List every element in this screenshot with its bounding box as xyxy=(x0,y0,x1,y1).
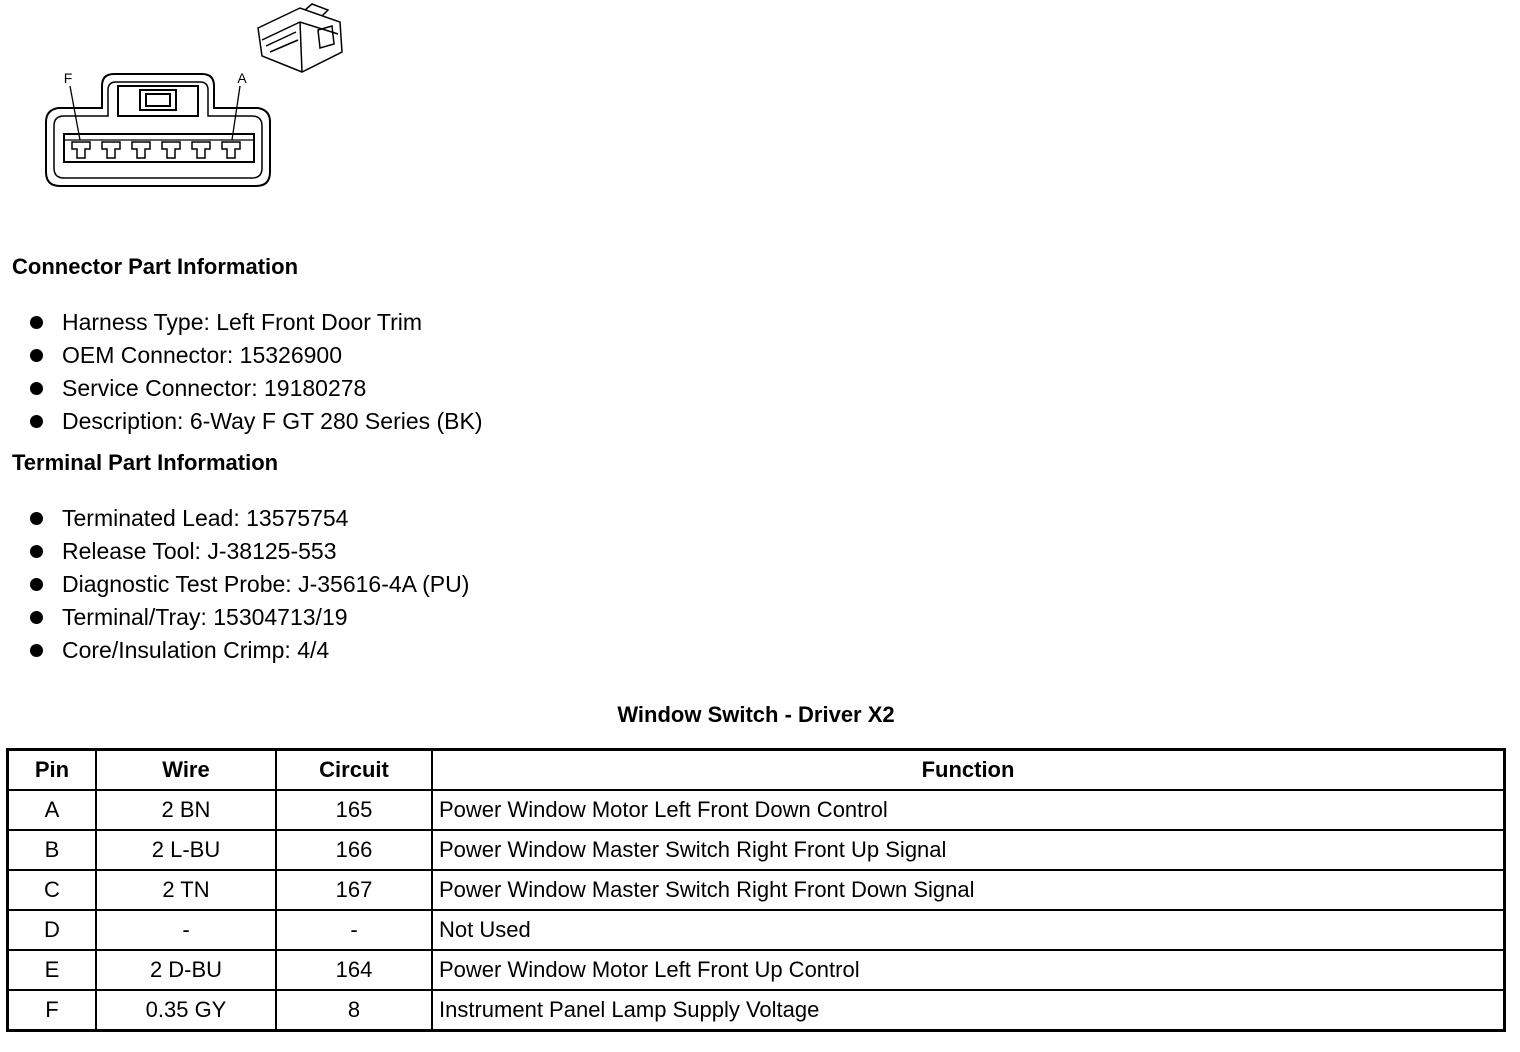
table-row xyxy=(8,830,1505,870)
connector-diagram xyxy=(0,0,380,200)
table-row xyxy=(8,910,1505,950)
pin-label-a: A xyxy=(237,70,247,86)
cell-wire: 2 BN xyxy=(96,790,276,830)
bullet-icon xyxy=(30,349,43,362)
cell-pin: F xyxy=(8,990,97,1031)
bullet-icon xyxy=(30,545,43,558)
list-item: Harness Type: Left Front Door Trim xyxy=(28,306,483,339)
cell-circuit: 165 xyxy=(276,790,432,830)
cell-wire: - xyxy=(96,910,276,950)
cell-wire: 2 D-BU xyxy=(96,950,276,990)
bullet-icon xyxy=(30,644,43,657)
connector-info-list xyxy=(28,306,483,438)
cell-function: Power Window Motor Left Front Down Control xyxy=(432,790,1505,830)
header-function: Function xyxy=(432,750,1505,791)
cell-circuit: - xyxy=(276,910,432,950)
terminal-info-title: Terminal Part Information xyxy=(12,450,279,475)
cell-pin: B xyxy=(8,830,97,870)
cell-wire: 2 L-BU xyxy=(96,830,276,870)
list-item: Diagnostic Test Probe: J-35616-4A (PU) xyxy=(28,568,469,601)
bullet-icon xyxy=(30,415,43,428)
bullet-icon xyxy=(30,512,43,525)
cell-pin: A xyxy=(8,790,97,830)
cell-wire: 2 TN xyxy=(96,870,276,910)
table-row xyxy=(8,990,1505,1031)
pin-label-f: F xyxy=(63,70,73,86)
pin-f-leader xyxy=(70,86,80,140)
list-item: Service Connector: 19180278 xyxy=(28,372,483,405)
pinout-table xyxy=(6,748,1506,1032)
connector-thumbnail-icon xyxy=(258,4,342,72)
list-item: Terminal/Tray: 15304713/19 xyxy=(28,601,469,634)
table-row xyxy=(8,950,1505,990)
cell-function: Power Window Master Switch Right Front Down Signal xyxy=(432,870,1505,910)
cell-function: Not Used xyxy=(432,910,1505,950)
cell-circuit: 167 xyxy=(276,870,432,910)
cell-function: Instrument Panel Lamp Supply Voltage xyxy=(432,990,1505,1031)
list-item: Core/Insulation Crimp: 4/4 xyxy=(28,634,469,667)
list-item: Release Tool: J-38125-553 xyxy=(28,535,469,568)
table-row xyxy=(8,870,1505,910)
header-wire: Wire xyxy=(96,750,276,791)
cell-pin: D xyxy=(8,910,97,950)
connector-terminals xyxy=(72,142,240,158)
connector-face xyxy=(46,74,270,186)
cell-pin: E xyxy=(8,950,97,990)
bullet-icon xyxy=(30,578,43,591)
cell-wire: 0.35 GY xyxy=(96,990,276,1031)
bullet-icon xyxy=(30,611,43,624)
cell-pin: C xyxy=(8,870,97,910)
header-circuit: Circuit xyxy=(276,750,432,791)
list-item: Terminated Lead: 13575754 xyxy=(28,502,469,535)
pin-a-leader xyxy=(232,86,240,140)
cell-function: Power Window Motor Left Front Up Control xyxy=(432,950,1505,990)
header-pin: Pin xyxy=(8,750,97,791)
table-row xyxy=(8,790,1505,830)
terminal-info-list xyxy=(28,502,469,667)
connector-info-title: Connector Part Information xyxy=(12,254,299,279)
cell-circuit: 166 xyxy=(276,830,432,870)
bullet-icon xyxy=(30,382,43,395)
cell-circuit: 8 xyxy=(276,990,432,1031)
table-header-row xyxy=(8,750,1505,791)
bullet-icon xyxy=(30,316,43,329)
cell-circuit: 164 xyxy=(276,950,432,990)
cell-function: Power Window Master Switch Right Front Up Signal xyxy=(432,830,1505,870)
table-title: Window Switch - Driver X2 xyxy=(617,702,895,727)
list-item: OEM Connector: 15326900 xyxy=(28,339,483,372)
list-item: Description: 6-Way F GT 280 Series (BK) xyxy=(28,405,483,438)
